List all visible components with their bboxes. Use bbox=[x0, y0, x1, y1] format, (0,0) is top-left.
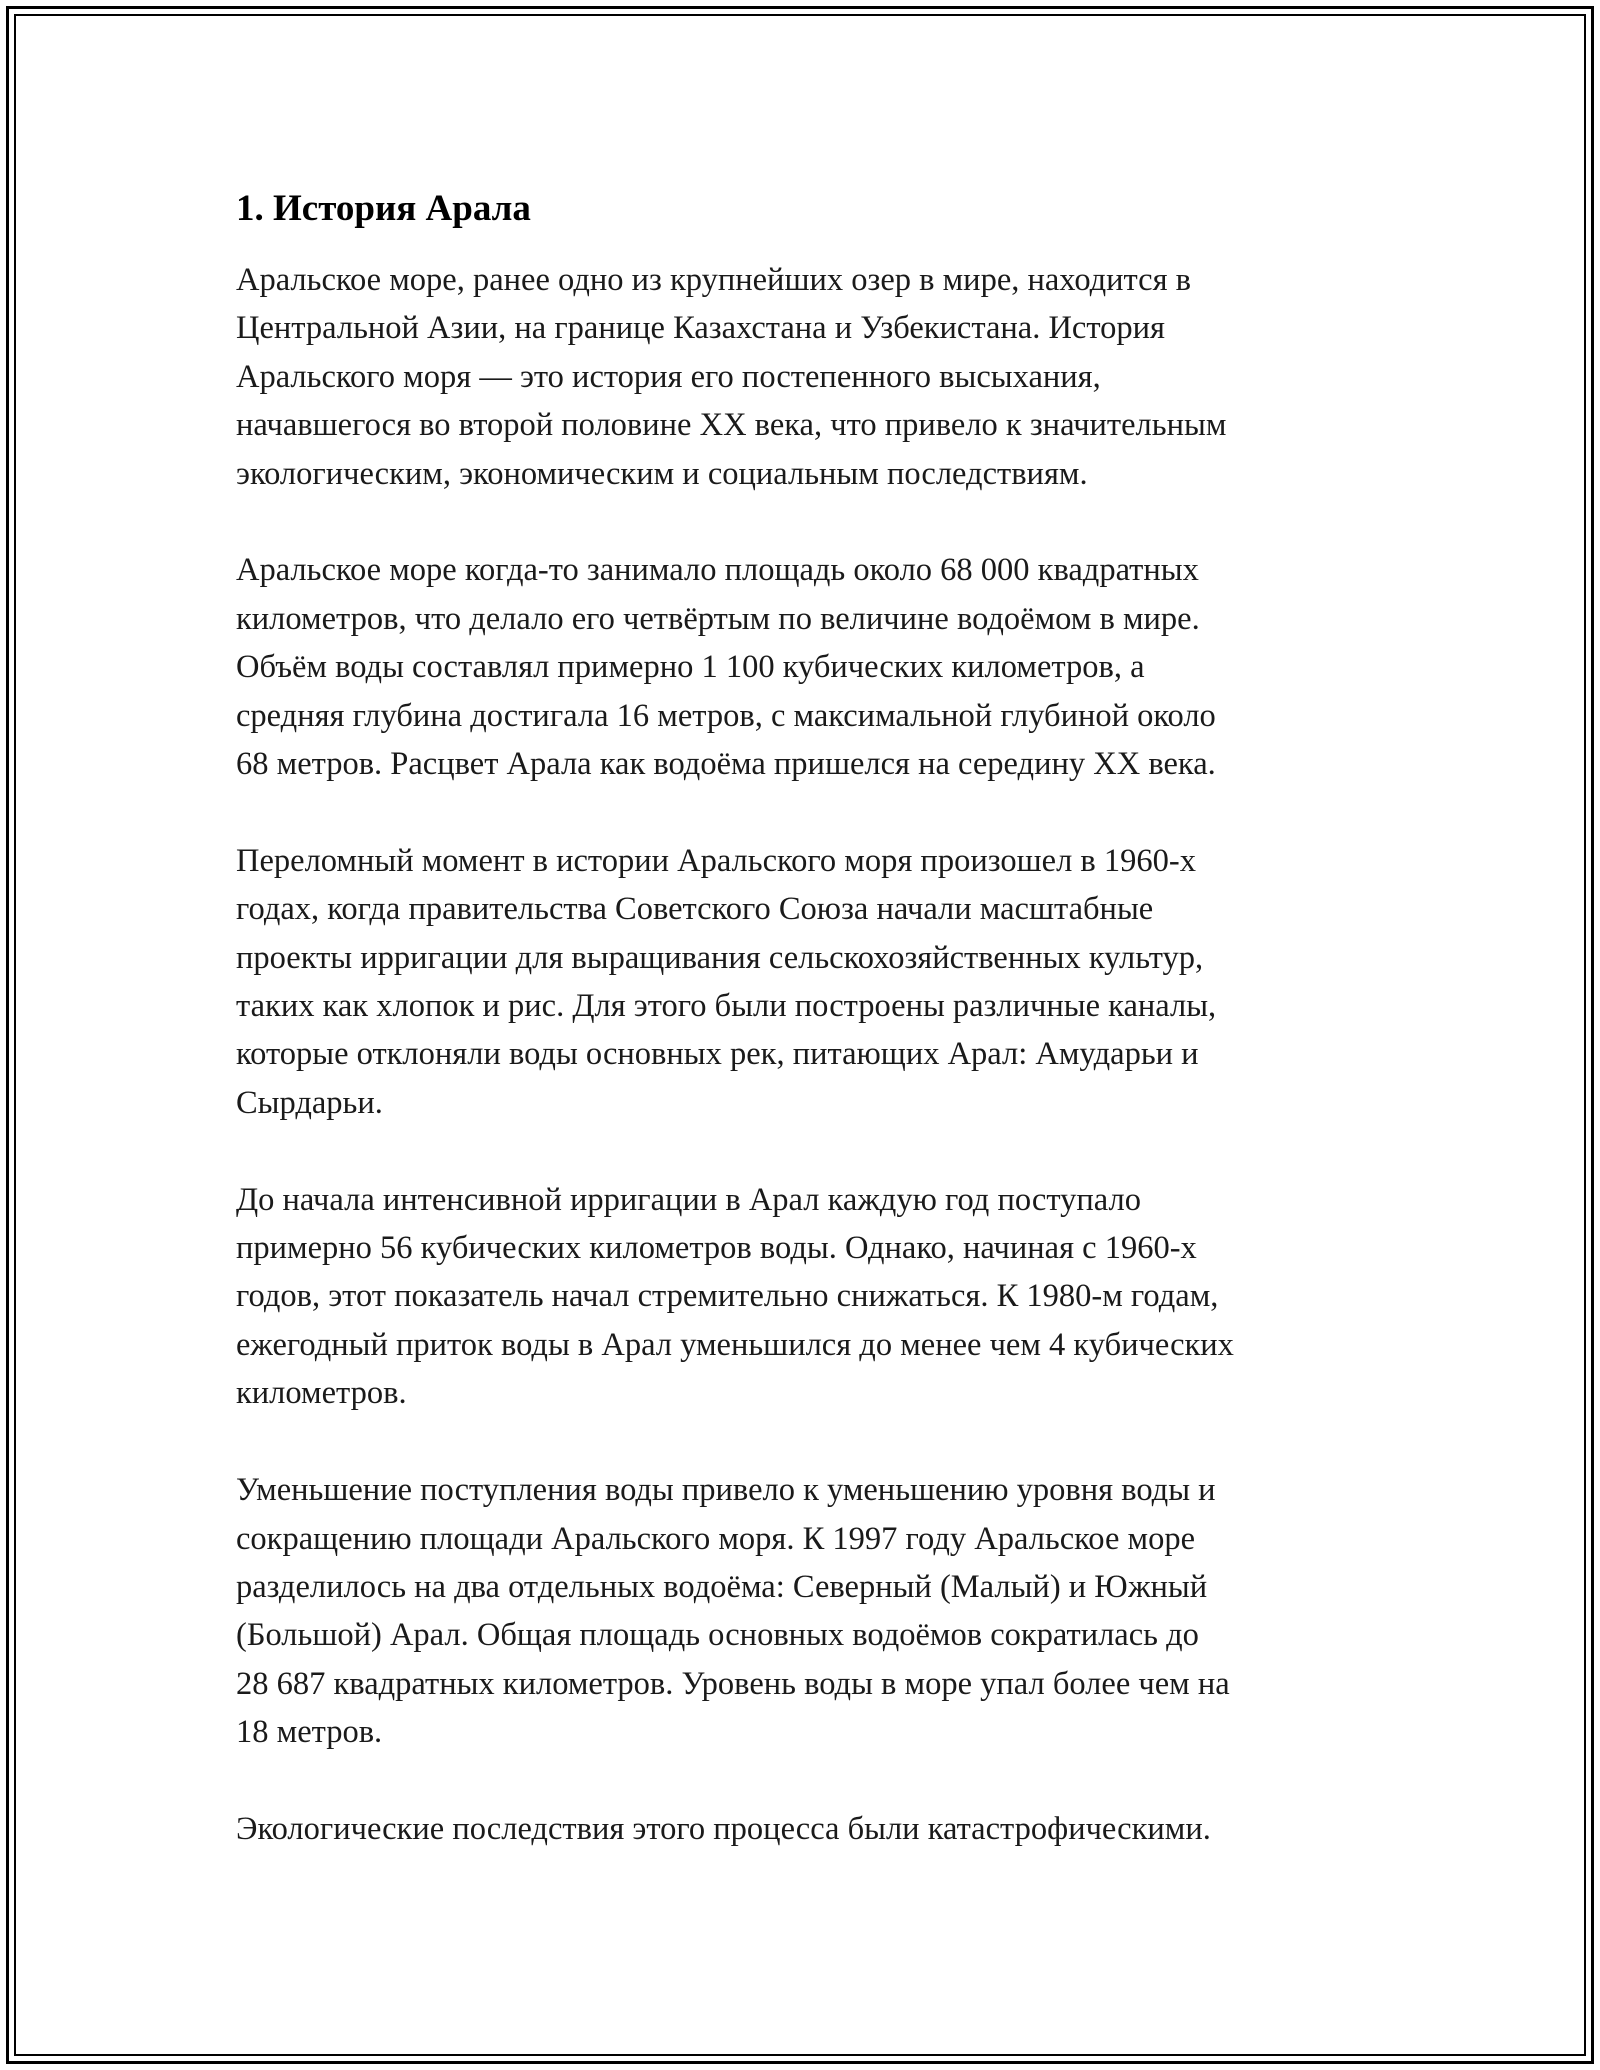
section-heading: 1. История Арала bbox=[236, 188, 531, 229]
paragraph: Экологические последствия этого процесса были катастрофическими. bbox=[236, 1810, 1211, 1847]
document-body bbox=[236, 186, 1376, 1902]
paragraph: Аральское море когда-то занимало площадь около 68 000 квадратных километров, что делало его четвёртым по величине водоёмом в мире. Объём воды составлял примерно 1 100 кубических километров, а средняя глубина достигала 16 метров, с максимальной глубиной около 68 метров. Расцвет Арала как водоёма пришелся на середину XX века. bbox=[236, 552, 1216, 783]
paragraph: Переломный момент в истории Аральского моря произошел в 1960-х годах, когда правительства Советского Союза начали масштабные проекты ирригации для выращивания сельскохозяйственных культур, таких как хлопок и рис. Для этого были построены различные каналы, которые отклоняли воды основных рек, питающих Арал: Амударьи и Сырдарьи. bbox=[236, 842, 1217, 1121]
paragraph: До начала интенсивной ирригации в Арал каждую год поступало примерно 56 кубических километров воды. Однако, начиная с 1960-х годов, этот показатель начал стремительно снижаться. К 1980-м годам, ежегодный приток воды в Арал уменьшился до менее чем 4 кубических километров. bbox=[236, 1181, 1234, 1412]
paragraph: Уменьшение поступления воды привело к уменьшению уровня воды и сокращению площади Аральского моря. К 1997 году Аральское море разделилось на два отдельных водоёма: Северный (Малый) и Южный (Большой) Арал. Общая площадь основных водоёмов сократилась до 28 687 квадратных километров. Уровень воды в море упал более чем на 18 метров. bbox=[236, 1472, 1230, 1751]
paragraph: Аральское море, ранее одно из крупнейших озер в мире, находится в Центральной Азии, на границе Казахстана и Узбекистана. История Аральского моря — это история его постепенного высыхания, начавшегося во второй половине XX века, что привело к значительным экологическим, экономическим и социальным последствиям. bbox=[236, 262, 1227, 492]
